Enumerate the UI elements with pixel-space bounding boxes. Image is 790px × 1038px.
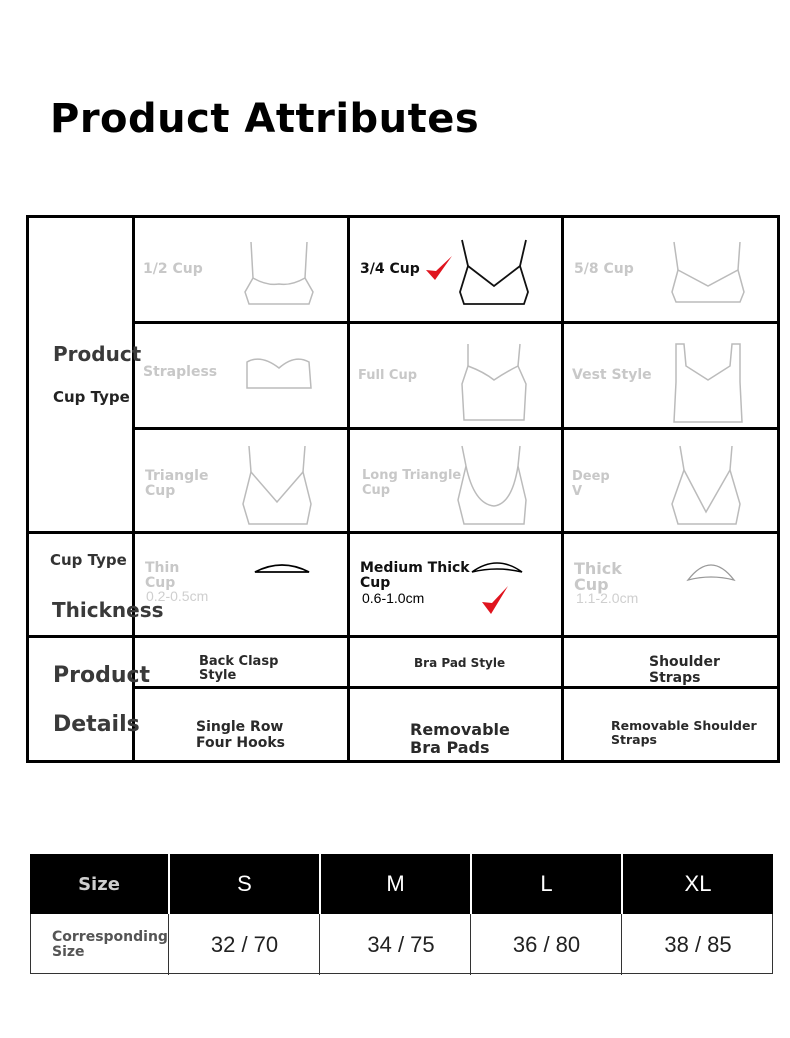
cup-option-strapless[interactable] [135,324,347,427]
size-value-s: 32 / 70 [210,931,279,957]
thickness-option-thick[interactable] [564,534,777,635]
cup-option-long-triangle[interactable] [350,430,561,531]
cup-option-five-eighths[interactable] [564,218,777,321]
half-cup-icon [239,240,319,310]
thickness-header-main: Thickness [52,598,164,622]
thickness-option-medium[interactable] [350,534,561,635]
cup-option-full[interactable] [350,324,561,427]
five-eighths-cup-icon [668,240,748,310]
size-xl: XL [684,871,712,896]
strapless-cup-icon [243,354,313,394]
detail-single-row-value: Single Row Four Hooks [196,719,285,751]
detail-shoulder-straps-label: Shoulder Straps [649,654,720,686]
cup-option-label: 3/4 Cup [360,261,420,277]
three-quarter-cup-icon [454,238,534,308]
detail-removable-straps-value: Removable Shoulder Straps [611,718,757,747]
thickness-option-label: Medium Thick Cup [360,560,470,591]
details-header-sub: Details [53,712,140,737]
size-l: L [540,871,553,896]
size-value-l: 36 / 80 [512,931,581,957]
cup-type-header-sub: Cup Type [53,388,130,406]
thickness-range: 1.1-2.0cm [576,590,639,606]
cup-option-half[interactable] [135,218,347,321]
size-header-label: Size [78,873,120,895]
page-title: Product Attributes [50,96,480,142]
deep-v-cup-icon [670,444,746,528]
thickness-range: 0.6-1.0cm [362,590,425,606]
details-header-main: Product [53,663,151,688]
cup-option-label: Triangle Cup [145,468,209,499]
thin-pad-icon [253,560,311,574]
thickness-option-label: Thick Cup [574,559,622,594]
cup-option-deep-v[interactable] [564,430,777,531]
cup-option-label: Vest Style [572,367,652,383]
checkmark-icon [480,584,510,616]
long-triangle-cup-icon [454,444,534,528]
checkmark-icon [424,254,454,284]
cup-option-label: 5/8 Cup [574,261,634,277]
size-value-xl: 38 / 85 [664,931,732,957]
thick-pad-icon [686,558,736,584]
thickness-option-thin[interactable] [135,534,347,635]
detail-back-clasp-label: Back Clasp Style [199,654,279,683]
thickness-range: 0.2-0.5cm [146,588,209,604]
cup-option-label: Strapless [143,364,218,380]
size-s: S [237,871,252,896]
vest-cup-icon [670,342,746,424]
corresponding-size-label: Corresponding Size [52,928,168,960]
cup-option-three-quarter[interactable] [350,218,561,321]
cup-option-label: Full Cup [358,368,418,383]
detail-removable-pads-value: Removable Bra Pads [410,720,510,757]
thickness-option-label: Thin Cup [145,560,180,591]
size-value-m: 34 / 75 [367,931,435,957]
cup-option-triangle[interactable] [135,430,347,531]
full-cup-icon [456,342,532,424]
medium-pad-icon [470,558,524,576]
cup-option-label: Long Triangle Cup [362,468,462,498]
size-m: M [386,871,405,896]
attributes-table [26,215,780,763]
detail-bra-pad-label: Bra Pad Style [414,656,506,670]
size-table [30,854,773,975]
cup-type-header-main: Product [53,342,142,366]
cup-option-label: 1/2 Cup [143,261,203,277]
triangle-cup-icon [239,444,319,528]
cup-option-label: Deep V [572,469,610,499]
cup-option-vest[interactable] [564,324,777,427]
thickness-header-sub: Cup Type [50,551,127,569]
